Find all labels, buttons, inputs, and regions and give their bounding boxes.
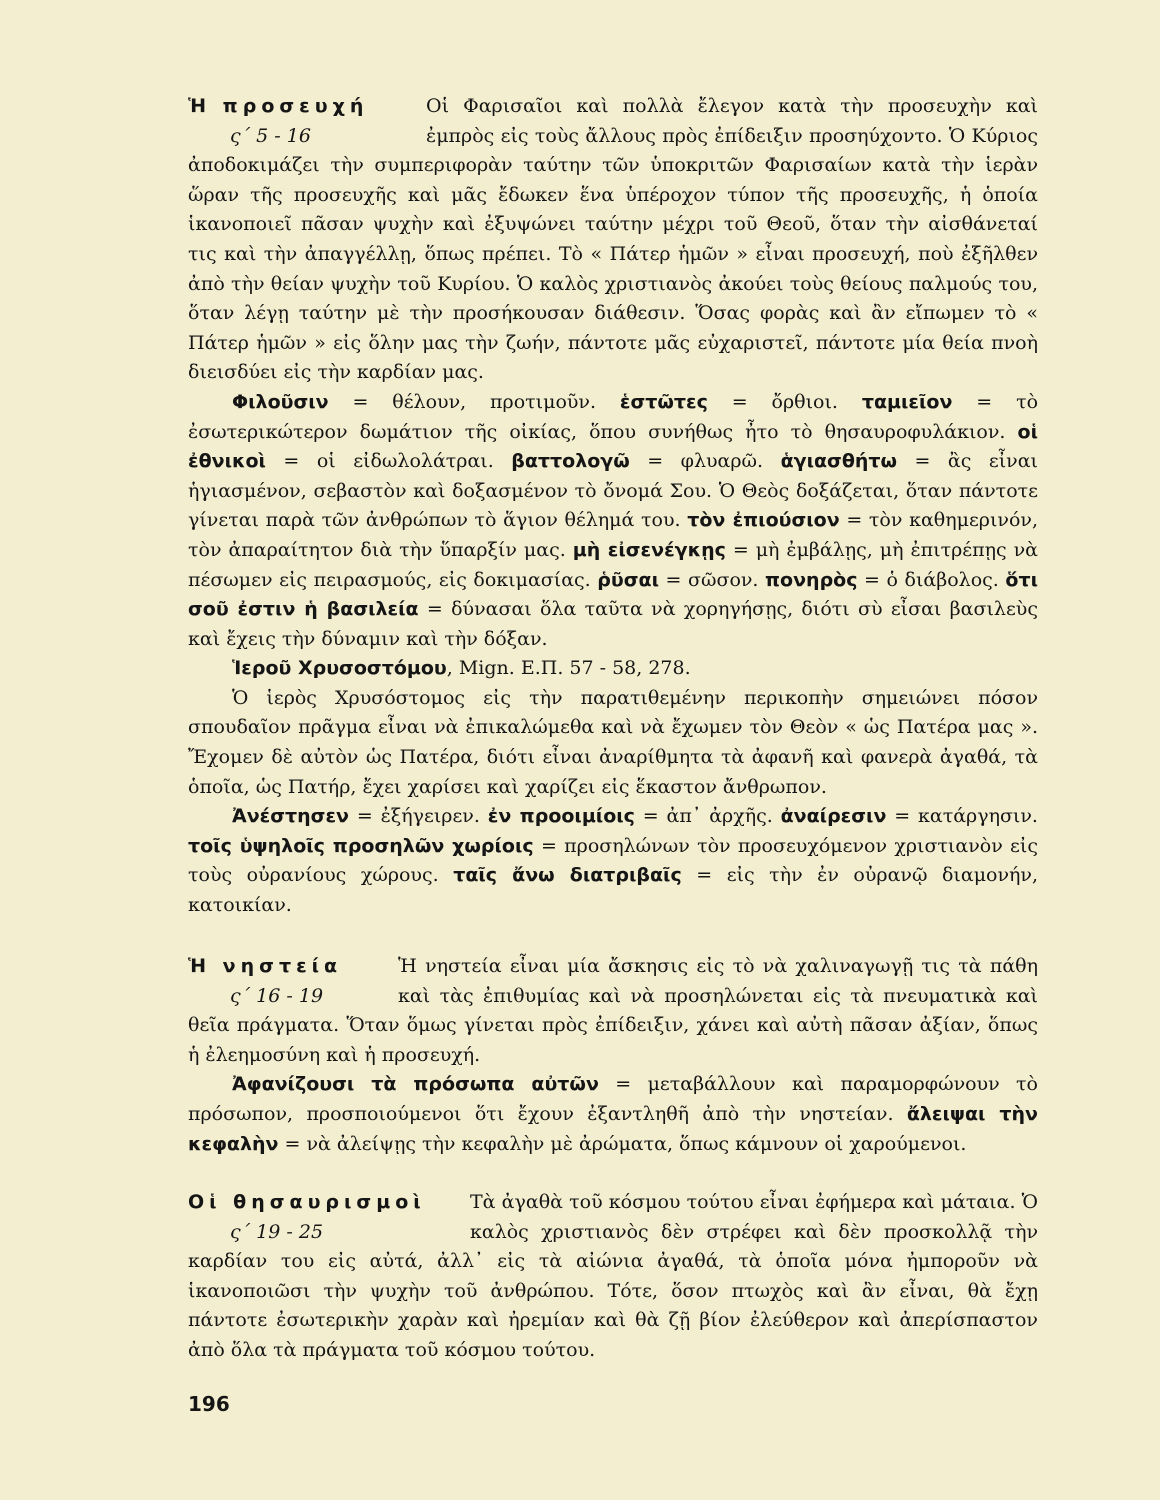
gloss-definition: = μὴ ἐμβάλῃς, μὴ ἐπιτρέπῃς νὰ πέσωμεν εἰς πειρασμούς, εἰς δοκιμασίας. bbox=[188, 538, 1038, 591]
section-heading bbox=[188, 952, 398, 1011]
gloss-definition: = ὁ διάβολος. bbox=[857, 568, 1006, 591]
section-reference: ς΄ 16 - 19 bbox=[230, 984, 324, 1007]
gloss-term: ῥῦσαι bbox=[597, 568, 659, 591]
section-paragraph: Τὰ ἀγαθὰ τοῦ κόσμου τούτου εἶναι ἐφήμερα καὶ μάταια. Ὁ καλὸς χριστιανὸς δὲν στρέφει καὶ δὲν προσκολλᾷ τὴν καρδίαν του εἰς αὐτά, ἀλλ᾽ εἰς τὰ αἰώνια ἀγαθά, τὰ ὁποῖα μόνα ἠμποροῦν νὰ ἱκανοποιῶσι τὴν ψυχὴν τοῦ ἀνθρώπου. Τότε, ὅσον πτωχὸς καὶ ἂν εἶναι, θὰ ἔχῃ πάντοτε ἐσωτερικὴν χαρὰν καὶ ἠρεμίαν καὶ θὰ ζῇ βίον ἐλεύθερον καὶ ἀπερίσπαστον ἀπὸ ὅλα τὰ πράγματα τοῦ κόσμου τούτου. bbox=[188, 1191, 1038, 1361]
gloss-definition: = ἀπ᾽ ἀρχῆς. bbox=[634, 805, 781, 828]
section-reference: ς΄ 5 - 16 bbox=[230, 124, 311, 147]
gloss-definition: = ἐξήγειρεν. bbox=[349, 805, 488, 828]
gloss-term: Ἀνέστησεν bbox=[232, 805, 349, 828]
gloss-definition: = κατάργησιν. bbox=[886, 805, 1038, 828]
gloss-definition: = προσηλώνων τὸν προσευχόμενον χριστιανὸν εἰς τοὺς οὐρανίους χώρους. bbox=[188, 834, 1038, 887]
section-title: Ἡ προσευχή bbox=[188, 95, 369, 117]
page-number: 196 bbox=[188, 1392, 230, 1416]
gloss-definition: = μεταβάλλουν καὶ παραμορφώνουν τὸ πρόσωπον, προσποιούμενοι ὅτι ἔχουν ἐξαντληθῆ ἀπὸ τὴν νηστείαν. bbox=[188, 1073, 1038, 1125]
gloss-term: Ἀφανίζουσι τὰ πρόσωπα αὐτῶν bbox=[232, 1073, 599, 1096]
gloss-definition: = φλυαρῶ. bbox=[629, 450, 781, 473]
gloss-definition: = δύνασαι ὅλα ταῦτα νὰ χορηγήσῃς, διότι σὺ εἶσαι βασιλεὺς καὶ ἔχεις τὴν δύναμιν καὶ τὴν δόξαν. bbox=[188, 598, 1038, 650]
gloss-term: Φιλοῦσιν bbox=[232, 390, 329, 413]
section-paragraph: Ἡ νηστεία εἶναι μία ἄσκησις εἰς τὸ νὰ χαλιναγωγῇ τις τὰ πάθη καὶ τὰς ἐπιθυμίας καὶ νὰ προσηλώνεται εἰς τὰ πνευματικὰ καὶ θεῖα πράγματα. Ὅταν ὅμως γίνεται πρὸς ἐπίδειξιν, χάνει καὶ αὐτὴ πᾶσαν ἀξίαν, ὅπως ἡ ἐλεημοσύνη καὶ ἡ προσευχή. bbox=[188, 955, 1038, 1066]
source-reference: , Mign. Ε.Π. 57 - 58, 278. bbox=[446, 657, 691, 680]
gloss-definition: = θέλουν, προτιμοῦν. bbox=[328, 390, 620, 413]
source-author: Ἱεροῦ Χρυσοστόμου bbox=[232, 657, 447, 680]
gloss-definition: = τὸ ἐσωτερικώτερον δωμάτιον τῆς οἰκίας, ὅπου συνήθως ἦτο τὸ θησαυροφυλάκιον. bbox=[188, 390, 1039, 443]
gloss-term: βαττολογῶ bbox=[511, 450, 630, 473]
section-fasting bbox=[188, 952, 1038, 1159]
gloss-definition: = εἰς τὴν ἐν οὐρανῷ διαμονήν, κατοικίαν. bbox=[188, 864, 1039, 917]
section-paragraph: Οἱ Φαρισαῖοι καὶ πολλὰ ἔλεγον κατὰ τὴν προσευχὴν καὶ ἐμπρὸς εἰς τοὺς ἄλλους πρὸς ἐπίδειξιν προσηύχοντο. Ὁ Κύριος ἀποδοκιμάζει τὴν συμπεριφορὰν ταύτην τῶν ὑποκριτῶν Φαρισαίων κατὰ τὴν ἱερὰν ὥραν τῆς προσευχῆς καὶ μᾶς ἔδωκεν ἕνα ὑπέροχον τύπον τῆς προσευχῆς, ἡ ὁποία ἱκανοποιεῖ πᾶσαν ψυχὴν καὶ ἐξυψώνει ταύτην μέχρι τοῦ Θεοῦ, ὅταν τὴν αἰσθάνεταί τις καὶ τὴν ἀπαγγέλλῃ, ὅπως πρέπει. Τὸ « Πάτερ ἡμῶν » εἶναι προσευχή, ποὺ ἐξῆλθεν ἀπὸ τὴν θείαν ψυχὴν τοῦ Κυρίου. Ὁ καλὸς χριστιανὸς ἀκούει τοὺς θείους παλμούς του, ὅταν λέγῃ ταύτην μὲ τὴν προσήκουσαν διάθεσιν. Ὅσας φορὰς καὶ ἂν εἴπωμεν τὸ « Πάτερ ἡμῶν » εἰς ὅλην μας τὴν ζωήν, πάντοτε μᾶς εὐχαριστεῖ, πάντοτε μία θεία πνοὴ διεισδύει εἰς τὴν καρδίαν μας. bbox=[188, 95, 1038, 384]
gloss-term: ἄλειψαι τὴν κεφαλὴν bbox=[188, 1102, 1038, 1155]
gloss-term: ἐν προοιμίοις bbox=[487, 805, 635, 828]
glossary-paragraph bbox=[188, 802, 1038, 920]
gloss-definition: = σῶσον. bbox=[658, 568, 766, 591]
gloss-term: ἀναίρεσιν bbox=[780, 805, 887, 828]
gloss-term: πονηρὸς bbox=[765, 568, 858, 591]
gloss-term: ἑστῶτες bbox=[619, 390, 708, 413]
glossary-paragraph bbox=[188, 388, 1038, 654]
section-reference: ς΄ 19 - 25 bbox=[230, 1220, 324, 1243]
gloss-term: μὴ εἰσενέγκῃς bbox=[572, 538, 726, 561]
gloss-definition: = ὄρθιοι. bbox=[707, 390, 862, 413]
section-title: Οἱ θησαυρισμοὶ bbox=[188, 1191, 426, 1213]
gloss-definition: = οἱ εἰδωλολάτραι. bbox=[265, 450, 512, 473]
gloss-definition: = τὸν καθημερινόν, τὸν ἀπαραίτητον διὰ τὴν ὕπαρξίν μας. bbox=[188, 509, 1038, 561]
commentary-paragraph: Ὁ ἱερὸς Χρυσόστομος εἰς τὴν παρατιθεμένην περικοπὴν σημειώνει πόσον σπουδαῖον πρᾶγμα εἶναι νὰ ἐπικαλώμεθα καὶ νὰ ἔχωμεν τὸν Θεὸν « ὡς Πατέρα μας ». Ἔχομεν δὲ αὐτὸν ὡς Πατέρα, διότι εἶναι ἀναρίθμητα τὰ ἀφανῆ καὶ φανερὰ ἀγαθά, τὰ ὁποῖα, ὡς Πατήρ, ἔχει χαρίσει καὶ χαρίζει εἰς ἕκαστον ἄνθρωπον. bbox=[188, 686, 1038, 798]
gloss-term: ἁγιασθήτω bbox=[780, 450, 898, 473]
gloss-term: ὅτι σοῦ ἐστιν ἡ βασιλεία bbox=[188, 568, 1038, 621]
gloss-term: τοῖς ὑψηλοῖς προσηλῶν χωρίοις bbox=[188, 834, 534, 857]
source-citation bbox=[188, 654, 1038, 684]
section-heading bbox=[188, 92, 426, 151]
section-treasures bbox=[188, 1188, 1038, 1366]
section-heading bbox=[188, 1188, 470, 1247]
gloss-term: ταμιεῖον bbox=[861, 390, 953, 413]
gloss-definition: = ἂς εἶναι ἡγιασμένον, σεβαστὸν καὶ δοξασμένον τὸ ὄνομά Σου. Ὁ Θεὸς δοξάζεται, ὅταν πάντοτε γίνεται παρὰ τῶν ἀνθρώπων τὸ ἅγιον θέλημά του. bbox=[188, 450, 1039, 532]
gloss-term: οἱ ἐθνικοὶ bbox=[188, 420, 1038, 473]
glossary-paragraph bbox=[188, 1070, 1038, 1159]
gloss-definition: = νὰ ἀλείψῃς τὴν κεφαλὴν μὲ ἀρώματα, ὅπως κάμνουν οἱ χαρούμενοι. bbox=[278, 1132, 967, 1155]
gloss-term: τὸν ἐπιούσιον bbox=[687, 509, 840, 532]
section-prayer bbox=[188, 92, 1038, 921]
gloss-term: ταῖς ἄνω διατριβαῖς bbox=[453, 864, 682, 887]
section-title: Ἡ νηστεία bbox=[188, 955, 343, 977]
